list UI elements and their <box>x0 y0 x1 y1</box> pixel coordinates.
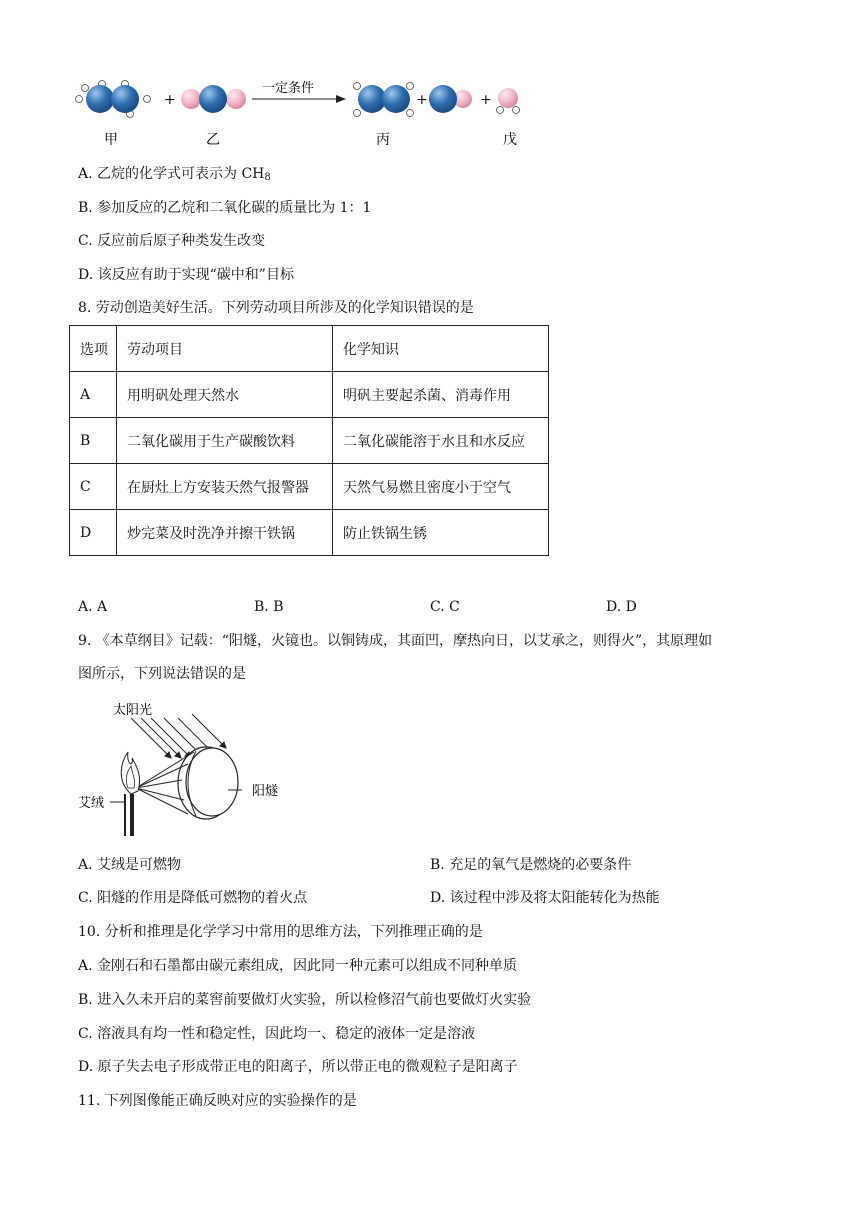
q9-stem-line2: 图所示，下列说法错误的是 <box>78 666 246 682</box>
q9-stem-line1: 9. 《本草纲目》记载：“阳燧，火镜也。以铜铸成，其面凹，摩热向日，以艾承之，则得火”，其原理如 <box>78 633 713 649</box>
molecule-yi <box>181 85 246 113</box>
q9-option-b: B. 充足的氧气是燃烧的必要条件 <box>430 857 632 873</box>
molecule-bing <box>354 83 414 117</box>
q8-option-d: D. D <box>606 599 637 615</box>
table-cell: 二氧化碳用于生产碳酸饮料 <box>117 418 333 464</box>
mirror-label: 阳燧 <box>252 784 279 799</box>
table-header-row <box>70 326 549 372</box>
q8-option-a: A. A <box>78 599 108 615</box>
q9-option-c: C. 阳燧的作用是降低可燃物的着火点 <box>78 890 308 906</box>
table-header-cell: 劳动项目 <box>117 326 333 372</box>
q10-option-c: C. 溶液具有均一性和稳定性，因此均一、稳定的液体一定是溶液 <box>78 1026 476 1042</box>
table-cell: C <box>70 464 117 510</box>
q7-option-a: A. 乙烷的化学式可表示为 $CH_8$ <box>78 166 271 183</box>
q10-option-a: A. 金刚石和石墨都由碳元素组成，因此同一种元素可以组成不同种单质 <box>78 958 518 974</box>
arrow-condition: 一定条件 <box>262 81 315 96</box>
table-cell: 防止铁锅生锈 <box>333 510 549 556</box>
molecule-jia <box>76 81 151 118</box>
label-yi: 乙 <box>206 132 220 148</box>
table-cell: A <box>70 372 117 418</box>
q7-option-c: C. 反应前后原子种类发生改变 <box>78 233 266 249</box>
q8-option-b: B. B <box>254 599 284 615</box>
table-cell: 天然气易燃且密度小于空气 <box>333 464 549 510</box>
q7-option-d: D. 该反应有助于实现“碳中和”目标 <box>78 267 294 283</box>
mirror-yangsui <box>178 747 238 819</box>
q10-stem: 10. 分析和推理是化学学习中常用的思维方法，下列推理正确的是 <box>78 924 483 940</box>
table-header-cell: 化学知识 <box>333 326 549 372</box>
table-cell: B <box>70 418 117 464</box>
table-cell: 在厨灶上方安装天然气报警器 <box>117 464 333 510</box>
q10-option-b: B. 进入久未开启的菜窖前要做灯火实验，所以检修沼气前也要做灯火实验 <box>78 992 532 1008</box>
plus-sign: + <box>164 92 176 108</box>
q9-option-a: A. 艾绒是可燃物 <box>78 857 182 873</box>
table-cell: D <box>70 510 117 556</box>
label-jia: 甲 <box>104 132 118 148</box>
q8-table <box>69 325 549 556</box>
table-row <box>70 510 549 556</box>
table-cell: 明矾主要起杀菌、消毒作用 <box>333 372 549 418</box>
table-header-cell: 选项 <box>70 326 117 372</box>
plus-sign: + <box>416 92 428 108</box>
q9-option-d: D. 该过程中涉及将太阳能转化为热能 <box>430 890 660 906</box>
table-row <box>70 418 549 464</box>
burning-mirror-figure <box>76 696 306 838</box>
sun-label: 太阳光 <box>113 703 153 718</box>
table-row <box>70 464 549 510</box>
q8-stem: 8. 劳动创造美好生活。下列劳动项目所涉及的化学知识错误的是 <box>78 300 474 316</box>
reaction-diagram <box>70 74 530 154</box>
table-row <box>70 372 549 418</box>
q7-option-b: B. 参加反应的乙烷和二氧化碳的质量比为 1：1 <box>78 200 372 216</box>
molecule-wu <box>497 88 520 114</box>
molecule-co <box>429 85 472 113</box>
label-wu: 戊 <box>503 132 517 148</box>
table-cell: 二氧化碳能溶于水且和水反应 <box>333 418 549 464</box>
table-cell: 炒完菜及时洗净并擦干铁锅 <box>117 510 333 556</box>
plus-sign: + <box>480 92 492 108</box>
q11-stem: 11. 下列图像能正确反映对应的实验操作的是 <box>78 1093 357 1109</box>
table-cell: 用明矾处理天然水 <box>117 372 333 418</box>
q10-option-d: D. 原子失去电子形成带正电的阳离子，所以带正电的微观粒子是阳离子 <box>78 1059 518 1075</box>
tinder <box>121 752 139 836</box>
q8-option-c: C. C <box>430 599 460 615</box>
tinder-label: 艾绒 <box>78 796 105 811</box>
label-bing: 丙 <box>376 132 390 148</box>
